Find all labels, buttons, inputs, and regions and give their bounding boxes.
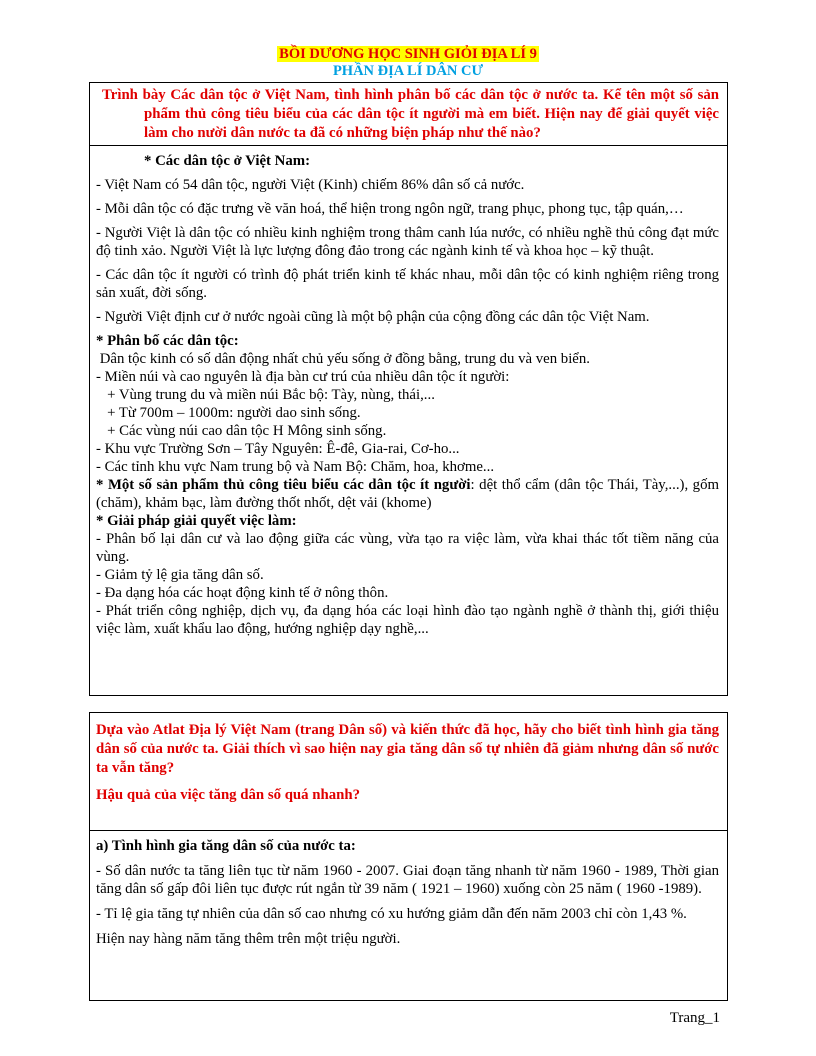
section2-question-cell bbox=[90, 713, 727, 831]
distribution-line: + Từ 700m – 1000m: người dao sinh sống. bbox=[96, 405, 361, 421]
section1-question-cell bbox=[90, 83, 727, 146]
document-title: BỒI DƯƠNG HỌC SINH GIỎI ĐỊA LÍ 9 bbox=[279, 46, 537, 62]
ethnic-item: - Việt Nam có 54 dân tộc, người Việt (Kinh) chiếm 86% dân số cả nước. bbox=[96, 177, 525, 193]
heading-a: a) Tình hình gia tăng dân số của nước ta: bbox=[96, 838, 356, 854]
section2-item: - Tỉ lệ gia tăng tự nhiên của dân số cao nhưng có xu hướng giảm dẫn đến năm 2003 chỉ còn 1,43 %. bbox=[96, 906, 687, 922]
distribution-line: + Vùng trung du và miền núi Bắc bộ: Tày, nùng, thái,... bbox=[96, 387, 435, 403]
heading-distribution: * Phân bố các dân tộc: bbox=[96, 333, 239, 349]
ethnic-item: - Người Việt định cư ở nước ngoài cũng là một bộ phận của cộng đồng các dân tộc Việt Nam. bbox=[96, 309, 650, 325]
section1-box bbox=[89, 82, 728, 696]
document-subtitle: PHẦN ĐỊA LÍ DÂN CƯ bbox=[332, 63, 484, 79]
ethnic-item: - Các dân tộc ít người có trình độ phát triển kinh tế khác nhau, mỗi dân tộc có kinh nghiệm riêng trong sản xuất, đời sống. bbox=[96, 267, 719, 301]
section1-answer bbox=[90, 146, 727, 638]
ethnic-item: - Mỗi dân tộc có đặc trưng về văn hoá, thể hiện trong ngôn ngữ, trang phục, phong tục, tập quán,… bbox=[96, 201, 684, 217]
job-line: - Giảm tỷ lệ gia tăng dân số. bbox=[96, 567, 264, 583]
distribution-line: Dân tộc kinh có số dân động nhất chủ yếu sống ở đồng bằng, trung du và ven biển. bbox=[96, 351, 590, 367]
section2-item: - Số dân nước ta tăng liên tục từ năm 1960 - 2007. Giai đoạn tăng nhanh từ năm 1960 - 1989, Thời gian tăng dân số gấp đôi liên tục được rút ngắn từ 39 năm ( 1921 – 1960) xuống còn 25 năm ( 1960 -1989). bbox=[96, 863, 719, 897]
distribution-line: - Miền núi và cao nguyên là địa bàn cư trú của nhiều dân tộc ít người: bbox=[96, 369, 510, 385]
section2-answer bbox=[90, 831, 727, 948]
distribution-line: - Các tỉnh khu vực Nam trung bộ và Nam Bộ: Chăm, hoa, khơme... bbox=[96, 459, 495, 475]
job-line: - Đa dạng hóa các hoạt động kinh tế ở nông thôn. bbox=[96, 585, 389, 601]
handicraft-label: * Một số sản phẩm thủ công tiêu biểu các dân tộc ít người bbox=[96, 477, 471, 493]
job-line: - Phát triển công nghiệp, dịch vụ, đa dạng hóa các loại hình đào tạo ngành nghề ở thành thị, giới thiệu việc làm, xuất khẩu lao động, hướng nghiệp dạy nghề,... bbox=[96, 603, 719, 637]
heading-jobs: * Giải pháp giải quyết việc làm: bbox=[96, 513, 297, 529]
document-header bbox=[0, 46, 816, 80]
section2-question: Dựa vào Atlat Địa lý Việt Nam (trang Dân số) và kiến thức đã học, hãy cho biết tình hình gia tăng dân số của nước ta. Giải thích vì sao hiện nay gia tăng dân số tự nhiên đã giảm nhưng dân số nước ta vẫn tăng? bbox=[96, 722, 719, 776]
distribution-line: + Các vùng núi cao dân tộc H Mông sinh sống. bbox=[96, 423, 387, 439]
section2-item: Hiện nay hàng năm tăng thêm trên một triệu người. bbox=[96, 931, 401, 947]
section2-box bbox=[89, 712, 728, 1001]
distribution-line: - Khu vực Trường Sơn – Tây Nguyên: Ê-đê, Gia-rai, Cơ-ho... bbox=[96, 441, 460, 457]
heading-ethnic: * Các dân tộc ở Việt Nam: bbox=[144, 153, 311, 169]
page-number: Trang_1 bbox=[669, 1010, 720, 1026]
section2-question2: Hậu quả của việc tăng dân số quá nhanh? bbox=[96, 787, 360, 803]
job-line: - Phân bố lại dân cư và lao động giữa các vùng, vừa tạo ra việc làm, vừa khai thác tốt tiềm năng của vùng. bbox=[96, 531, 719, 565]
handicraft-text: : dệt thổ cẩm (dân tộc Thái, Tày,...), gốm (chăm), khảm bạc, làm đường thốt nhốt, dệt vải (khome) bbox=[96, 477, 719, 511]
ethnic-item: - Người Việt là dân tộc có nhiều kinh nghiệm trong thâm canh lúa nước, có nhiều nghề thủ công đạt mức độ tinh xảo. Người Việt là lực lượng đông đảo trong các ngành kinh tế và khoa học – kỹ thuật. bbox=[96, 225, 719, 259]
handicraft-paragraph bbox=[96, 476, 719, 512]
section1-question: Trình bày Các dân tộc ở Việt Nam, tình hình phân bố các dân tộc ở nước ta. Kể tên một số sản phẩm thủ công tiêu biểu của các dân tộc ít người mà em biết. Hiện nay để giải quyết việc làm cho nười dân nước ta đã có những biện pháp như thế nào? bbox=[102, 87, 719, 141]
